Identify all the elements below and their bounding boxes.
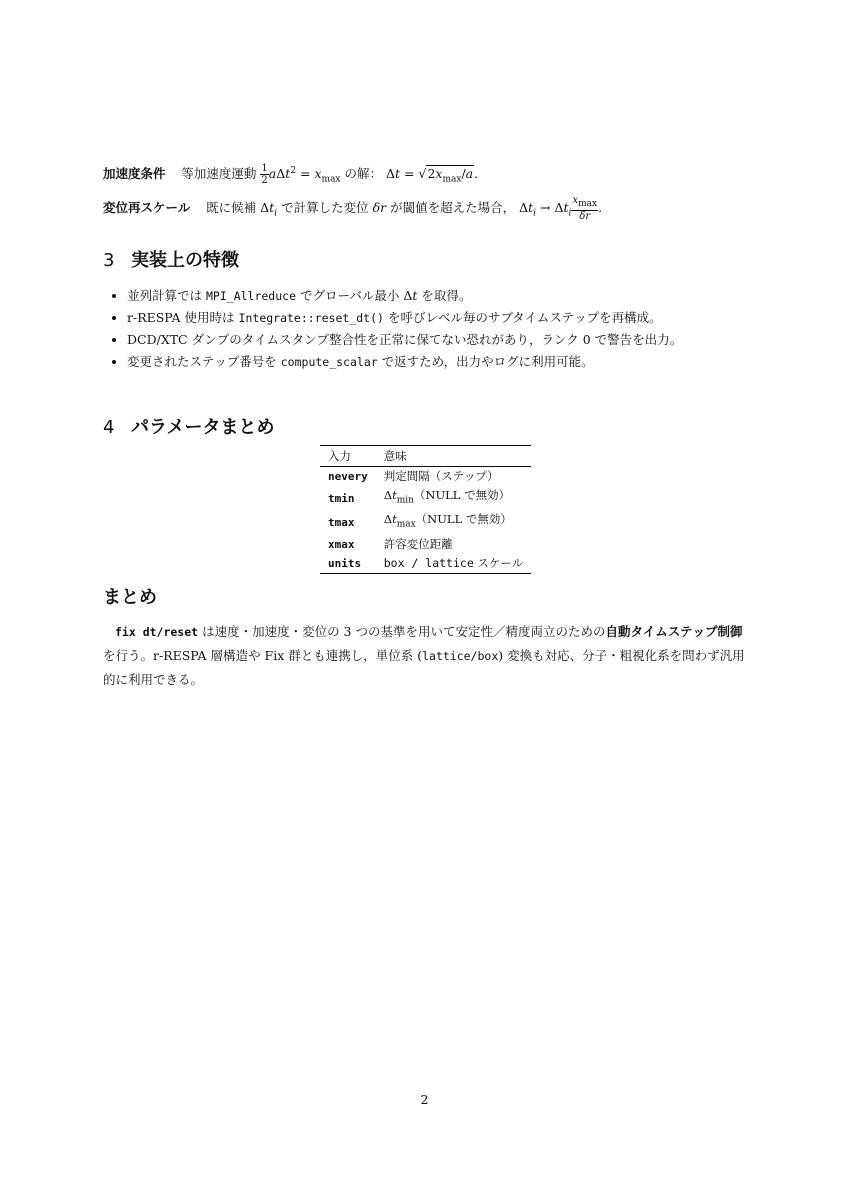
table-row: xmax 許容変位距離	[328, 536, 453, 551]
accel-formula: $\frac{1}{2}$ $a\Delta t^2 = x_{max}$	[261, 163, 341, 187]
table-row: tmin $\Delta t_{min}(NULL$ で無効）	[328, 488, 511, 506]
table-row: units box / lattice スケール	[320, 554, 531, 574]
condition-block	[103, 160, 753, 224]
rescale-condition: 変位再スケール 既に候補 $\Delta t_i$ で計算した変位 δr が閾値を超えた場合， $\Delta t_i \to \Delta t_i$ $\frac{x_{max}}{\delta r}$ .	[103, 194, 603, 222]
section-4-title: パラメータまとめ	[131, 417, 275, 438]
accel-solution: $\Delta t = √2x_{max}/a$.	[386, 166, 479, 185]
section-4-heading: 4 パラメータまとめ	[103, 417, 275, 438]
parameter-table	[320, 445, 531, 574]
list-item: • DCD/XTC ダンプのタイムスタンプ整合性を正常に保てない恐れがあり，ランク 0 で警告を出力。	[127, 329, 787, 351]
table-row: nevery 判定間隔（ステップ）	[328, 469, 499, 483]
table-row: tmax $\Delta t_{max}(NULL$ で無効）	[328, 512, 512, 530]
list-item: • 並列計算では MPI_Allreduce でグローバル最小 Δt を取得。	[127, 285, 787, 307]
summary-paragraph: fix dt/reset は速度・加速度・変位の 3 つの基準を用いて安定性／精度両立のための自動タイムステップ制御 を行う。r-RESPA 層構造や Fix 群とも連携し，単位系 (lattice/box) 変換も対応、分子・粗視化系を問わず汎用的に利用できる。	[103, 624, 745, 687]
accel-condition-text: 等加速度運動	[181, 166, 257, 182]
rescale-formula: $\Delta t_i \to \Delta t_i$ $\frac{x_{max}}{\delta r}$ .	[519, 194, 603, 222]
accel-condition-label: 加速度条件	[103, 166, 166, 182]
table-header-row	[320, 446, 531, 467]
list-item: • 変更されたステップ番号を compute_scalar で返すため，出力やログに利用可能。	[127, 351, 787, 373]
section-3-title: 実装上の特徴	[131, 250, 239, 271]
summary-heading: まとめ	[103, 587, 157, 608]
feature-list	[103, 285, 787, 373]
list-item: • r-RESPA 使用時は Integrate::reset_dt() を呼びレベル毎のサブタイムステップを再構成。	[127, 307, 787, 329]
accel-condition: 加速度条件 等加速度運動 $\frac{1}{2}$ $a\Delta t^2 = x_{max}$ の解： $\Delta t = √2x_{max}/a$.	[103, 163, 479, 187]
rescale-condition-label: 変位再スケール	[103, 199, 191, 215]
column-header-input: 入力	[320, 446, 376, 467]
section-3-heading: 3 実装上の特徴	[103, 250, 239, 271]
page-number: 2	[420, 1092, 429, 1107]
column-header-meaning: 意味	[376, 446, 531, 467]
